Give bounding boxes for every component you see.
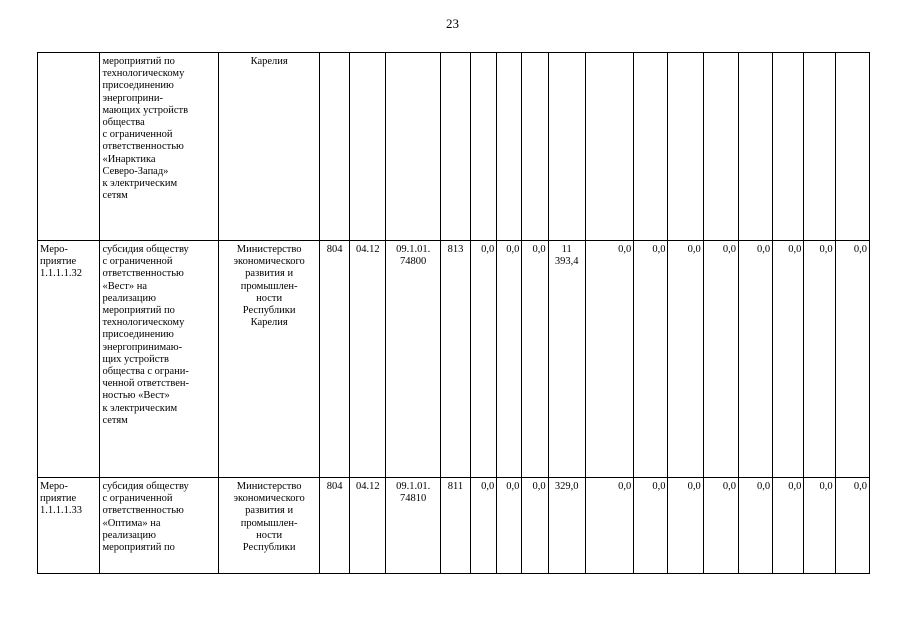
executor-line: развития и [245,268,294,280]
kbk-target-cell [386,478,440,574]
measure-id-line: Меро- [40,481,68,492]
kbk-target-line: 74810 [400,493,427,505]
measure-id-line: Меро- [40,244,68,255]
funding-value-cell [703,241,738,478]
description-line: реализацию [102,292,156,304]
description-line: мающих устройств [102,104,189,116]
executor-line: ности [256,292,283,304]
funding-value-cell [773,241,804,478]
kbk-target-line: 09.1.01. [396,244,431,255]
table-row [38,241,870,478]
kbk-grbs-value: 804 [326,244,343,255]
funding-value-cell [497,53,522,241]
measure-id-cell [38,241,100,478]
responsible-executor-cell [219,478,320,574]
funding-value: 0,0 [788,481,802,492]
responsible-executor-cell [219,53,320,241]
description-line: технологическому [102,317,185,329]
funding-value-cell [835,478,869,574]
description-line: технологическому [102,68,185,80]
description-line: ответственностью [102,505,184,517]
funding-value: 0,0 [687,481,701,492]
description-line: энергопринимаю- [102,341,183,353]
description-line: к электрическим [102,402,178,414]
description-line: с ограниченной [102,129,173,141]
description-line: «Оптима» на [102,517,161,529]
page-number: 23 [446,16,459,31]
funding-value-cell [548,478,585,574]
executor-line: экономического [233,256,305,268]
kbk-target-line: 09.1.01. [396,481,431,492]
description-line: сетям [102,190,128,202]
funding-value-cell [804,241,835,478]
funding-value-cell [634,241,668,478]
funding-value-cell [585,53,633,241]
measure-id-cell [38,53,100,241]
funding-value: 0,0 [853,244,867,255]
kbk-expense-type-value: 813 [447,244,464,255]
kbk-section-value: 04.12 [356,244,380,255]
description-line: ченной ответствен- [102,378,190,390]
funding-value: 0,0 [819,481,833,492]
funding-value-cell [668,241,703,478]
description-line: субсидия обществу [102,481,189,492]
description-line: общества [102,117,145,129]
description-line: присоединению [102,80,174,92]
funding-value: 0,0 [687,244,701,255]
kbk-expense-type-value: 811 [447,481,464,492]
kbk-grbs-cell [320,53,350,241]
executor-line: развития и [245,505,294,517]
executor-line: Карелия [250,317,288,329]
table-row [38,53,870,241]
funding-value-cell [668,53,703,241]
description-line: субсидия обществу [102,244,189,255]
funding-value-cell [738,53,772,241]
description-line: сетям [102,414,128,426]
funding-value-cell [738,241,772,478]
funding-value: 0,0 [652,481,666,492]
funding-value-cell [703,478,738,574]
kbk-section-cell [350,241,386,478]
funding-value-cell [835,53,869,241]
measure-id-line: приятие [40,256,77,268]
measure-description-cell [100,53,219,241]
executor-line: Министерство [236,244,302,255]
funding-value-cell [773,478,804,574]
table-row [38,478,870,574]
funding-value: 0,0 [481,244,495,255]
funding-value: 11 [561,244,572,255]
measure-description-cell [100,241,219,478]
funding-value-cell [703,53,738,241]
kbk-expense-type-cell [440,53,470,241]
kbk-grbs-cell [320,478,350,574]
kbk-expense-type-cell [440,241,470,478]
funding-value-cell [497,241,522,478]
funding-value-cell [548,53,585,241]
budget-table [37,52,870,574]
funding-value-cell [471,241,497,478]
kbk-section-cell [350,53,386,241]
kbk-target-line: 74800 [400,256,427,268]
funding-value: 0,0 [819,244,833,255]
description-line: мероприятий по [102,542,175,554]
funding-value-cell [773,53,804,241]
description-line: общества с ограни- [102,366,189,378]
funding-value-cell [585,478,633,574]
description-line: энергоприни- [102,92,163,104]
kbk-target-cell [386,241,440,478]
funding-value: 0,0 [652,244,666,255]
funding-value-cell [522,241,548,478]
measure-description-cell [100,478,219,574]
kbk-grbs-value: 804 [326,481,343,492]
description-line: реализацию [102,529,156,541]
funding-value: 0,0 [532,481,546,492]
description-line: мероприятий по [102,56,175,67]
executor-line: Карелия [250,56,288,67]
description-line: ответственностью [102,141,184,153]
funding-value: 0,0 [618,481,632,492]
measure-id-line: 1.1.1.1.32 [40,268,82,280]
executor-line: ности [256,529,283,541]
description-line: ностью «Вест» [102,390,170,402]
funding-value: 393,4 [554,256,579,268]
funding-value-cell [634,53,668,241]
funding-value-cell [548,241,585,478]
description-line: мероприятий по [102,305,175,317]
table-body [38,53,870,574]
description-line: с ограниченной [102,493,173,505]
description-line: ответственностью [102,268,184,280]
funding-value: 0,0 [788,244,802,255]
description-line: к электрическим [102,178,178,190]
funding-value-cell [668,478,703,574]
funding-value: 0,0 [532,244,546,255]
kbk-section-cell [350,478,386,574]
funding-value: 0,0 [481,481,495,492]
funding-value: 0,0 [722,481,736,492]
description-line: присоединению [102,329,174,341]
kbk-grbs-cell [320,241,350,478]
description-line: щих устройств [102,353,169,365]
description-line: с ограниченной [102,256,173,268]
funding-value: 0,0 [757,481,771,492]
funding-value-cell [522,478,548,574]
measure-id-cell [38,478,100,574]
description-line: «Вест» на [102,280,148,292]
executor-line: промышлен- [240,517,298,529]
description-line: «Инарктика [102,153,156,165]
measure-id-line: 1.1.1.1.33 [40,505,82,517]
funding-value: 0,0 [506,244,520,255]
executor-line: Республики [242,305,296,317]
executor-line: промышлен- [240,280,298,292]
kbk-expense-type-cell [440,478,470,574]
funding-value: 0,0 [757,244,771,255]
funding-value-cell [497,478,522,574]
measure-id-line: приятие [40,493,77,505]
funding-value-cell [835,241,869,478]
funding-value: 0,0 [506,481,520,492]
executor-line: экономического [233,493,305,505]
funding-value-cell [522,53,548,241]
funding-value: 0,0 [618,244,632,255]
funding-value: 0,0 [722,244,736,255]
kbk-target-cell [386,53,440,241]
funding-value: 329,0 [554,481,579,492]
description-line: Северо-Запад» [102,165,169,177]
funding-value-cell [804,478,835,574]
funding-value-cell [634,478,668,574]
funding-value: 0,0 [853,481,867,492]
kbk-section-value: 04.12 [356,481,380,492]
funding-value-cell [471,53,497,241]
responsible-executor-cell [219,241,320,478]
executor-line: Министерство [236,481,302,492]
executor-line: Республики [242,542,296,554]
funding-value-cell [804,53,835,241]
funding-value-cell [738,478,772,574]
funding-value-cell [585,241,633,478]
funding-value-cell [471,478,497,574]
